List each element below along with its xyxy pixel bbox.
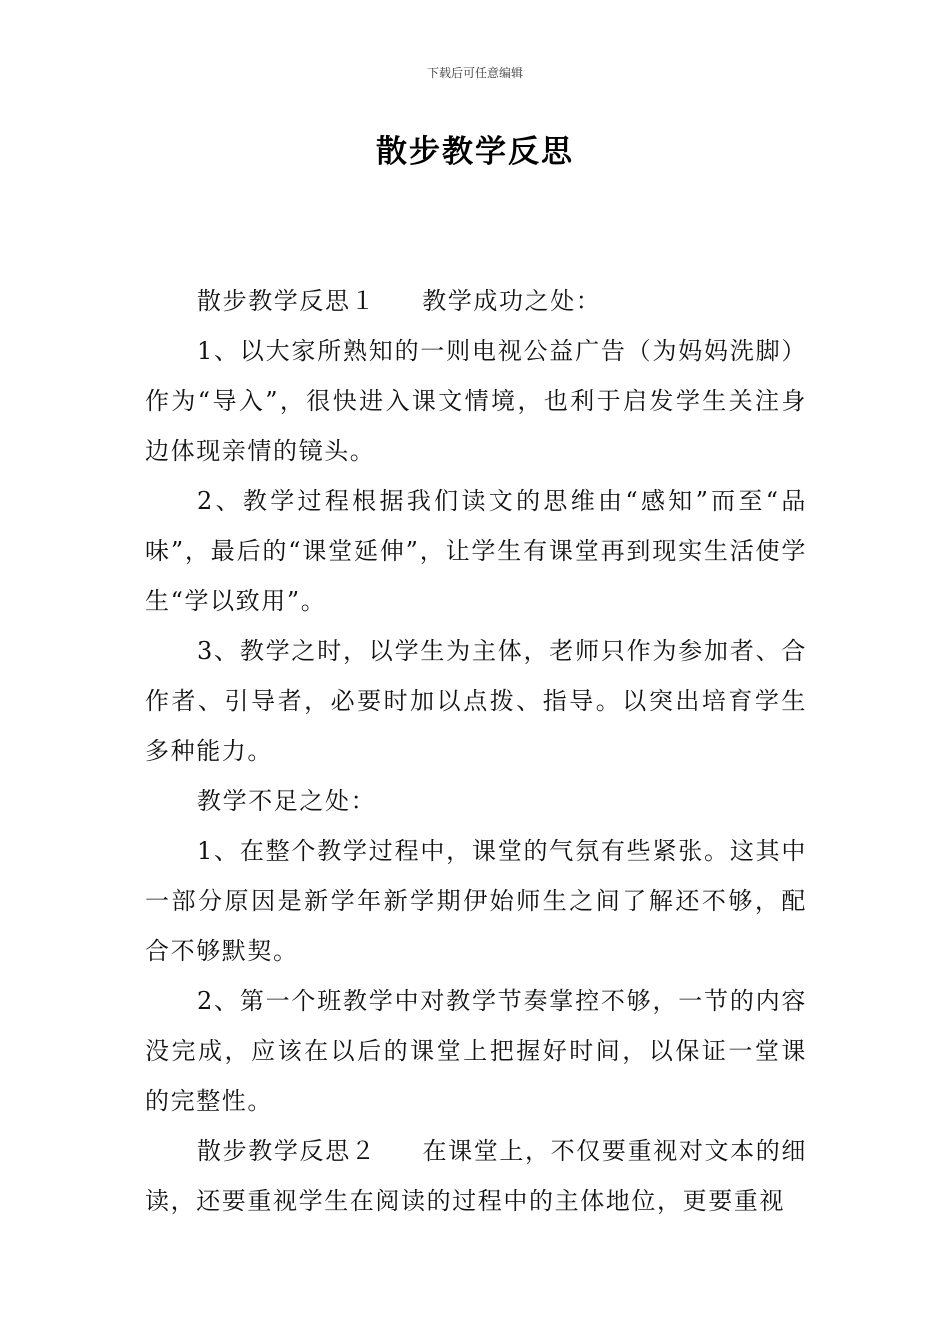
- paragraph: 3、教学之时，以学生为主体，老师只作为参加者、合作者、引导者，必要时加以点拨、指导。以突出培育学生多种能力。: [145, 637, 807, 765]
- paragraph: 1、在整个教学过程中，课堂的气氛有些紧张。这其中一部分原因是新学年新学期伊始师生之间了解还不够，配合不够默契。: [145, 837, 807, 965]
- paragraph: 2、第一个班教学中对教学节奏掌控不够，一节的内容没完成，应该在以后的课堂上把握好时间，以保证一堂课的完整性。: [145, 987, 807, 1115]
- header-note: 下载后可任意编辑: [426, 66, 523, 80]
- paragraph: [145, 276, 807, 326]
- paragraph: [145, 1126, 807, 1226]
- paragraph: 2、教学过程根据我们读文的思维由“感知”而至“品味”，最后的“课堂延伸”，让学生有课堂再到现实生活使学生“学以致用”。: [145, 487, 807, 615]
- paragraph-text: 在课堂上，不仅要重视对文本的细读，还要重视学生在阅读的过程中的主体地位，更要重视: [145, 1137, 807, 1215]
- paragraph-text: 教学成功之处：: [422, 287, 602, 315]
- document-body: [145, 276, 807, 1226]
- page-title: 散步教学反思: [376, 134, 574, 170]
- section-heading: 散步教学反思１: [197, 287, 377, 315]
- paragraph: 教学不足之处：: [197, 787, 377, 815]
- paragraph: 1、以大家所熟知的一则电视公益广告（为妈妈洗脚）作为“导入”，很快进入课文情境，也利于启发学生关注身边体现亲情的镜头。: [145, 337, 807, 465]
- section-heading: 散步教学反思２: [197, 1137, 377, 1165]
